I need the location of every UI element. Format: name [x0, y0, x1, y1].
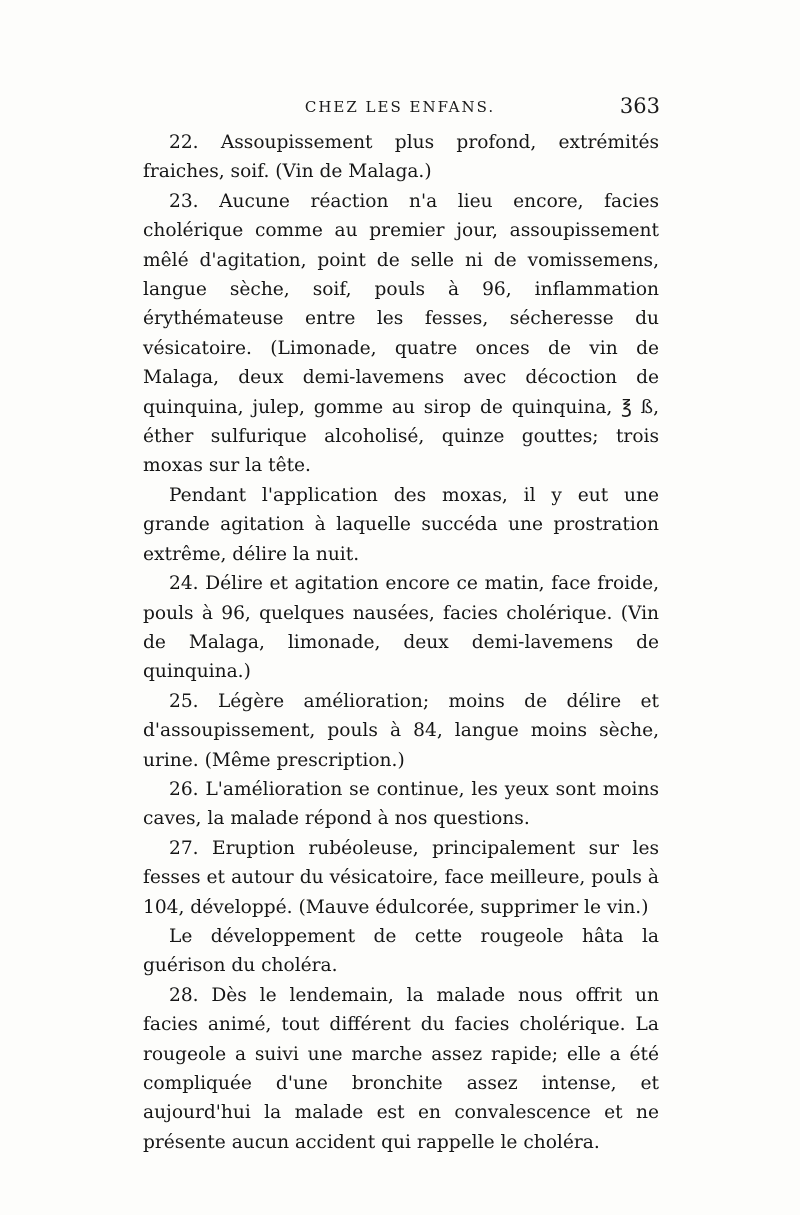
- running-title: CHEZ LES ENFANS.: [304, 98, 496, 116]
- page-number: 363: [619, 94, 660, 118]
- paragraph-25: 25. Légère amélioration; moins de délire et d'assoupissement, pouls à 84, langue moins sèche, urine. (Même prescription.): [143, 690, 659, 771]
- paragraph-moxas: Pendant l'application des moxas, il y eut une grande agitation à laquelle succéda une prostration extrême, délire la nuit.: [143, 484, 659, 565]
- body-text: [143, 128, 659, 1157]
- paragraph-rougeole: Le développement de cette rougeole hâta la guérison du choléra.: [143, 925, 659, 977]
- paragraph-27: 27. Eruption rubéoleuse, principalement sur les fesses et autour du vésicatoire, face meilleure, pouls à 104, développé. (Mauve édulcorée, supprimer le vin.): [143, 837, 659, 918]
- paragraph-28: 28. Dès le lendemain, la malade nous offrit un facies animé, tout différent du facies cholérique. La rougeole a suivi une marche assez rapide; elle a été compliquée d'une bronchite assez intense, et aujourd'hui la malade est en convalescence et ne présente aucun accident qui rappelle le choléra.: [143, 984, 659, 1153]
- paragraph-24: 24. Délire et agitation encore ce matin, face froide, pouls à 96, quelques nausées, facies cholérique. (Vin de Malaga, limonade, deux demi-lavemens de quinquina.): [143, 573, 659, 683]
- paragraph-26: 26. L'amélioration se continue, les yeux sont moins caves, la malade répond à nos questions.: [143, 778, 659, 830]
- paragraph-23: 23. Aucune réaction n'a lieu encore, facies cholérique comme au premier jour, assoupissement mêlé d'agitation, point de selle ni de vomissemens, langue sèche, soif, pouls à 96, inflammation érythémateuse entre les fesses, sécheresse du vésicatoire. (Limonade, quatre onces de vin de Malaga, deux demi-lavemens avec décoction de quinquina, julep, gomme au sirop de quinquina, ℥ ß, éther sulfurique alcoholisé, quinze gouttes; trois moxas sur la tête.: [143, 190, 659, 477]
- paragraph-22: 22. Assoupissement plus profond, extrémités fraiches, soif. (Vin de Malaga.): [143, 132, 659, 183]
- page-header: [0, 94, 800, 128]
